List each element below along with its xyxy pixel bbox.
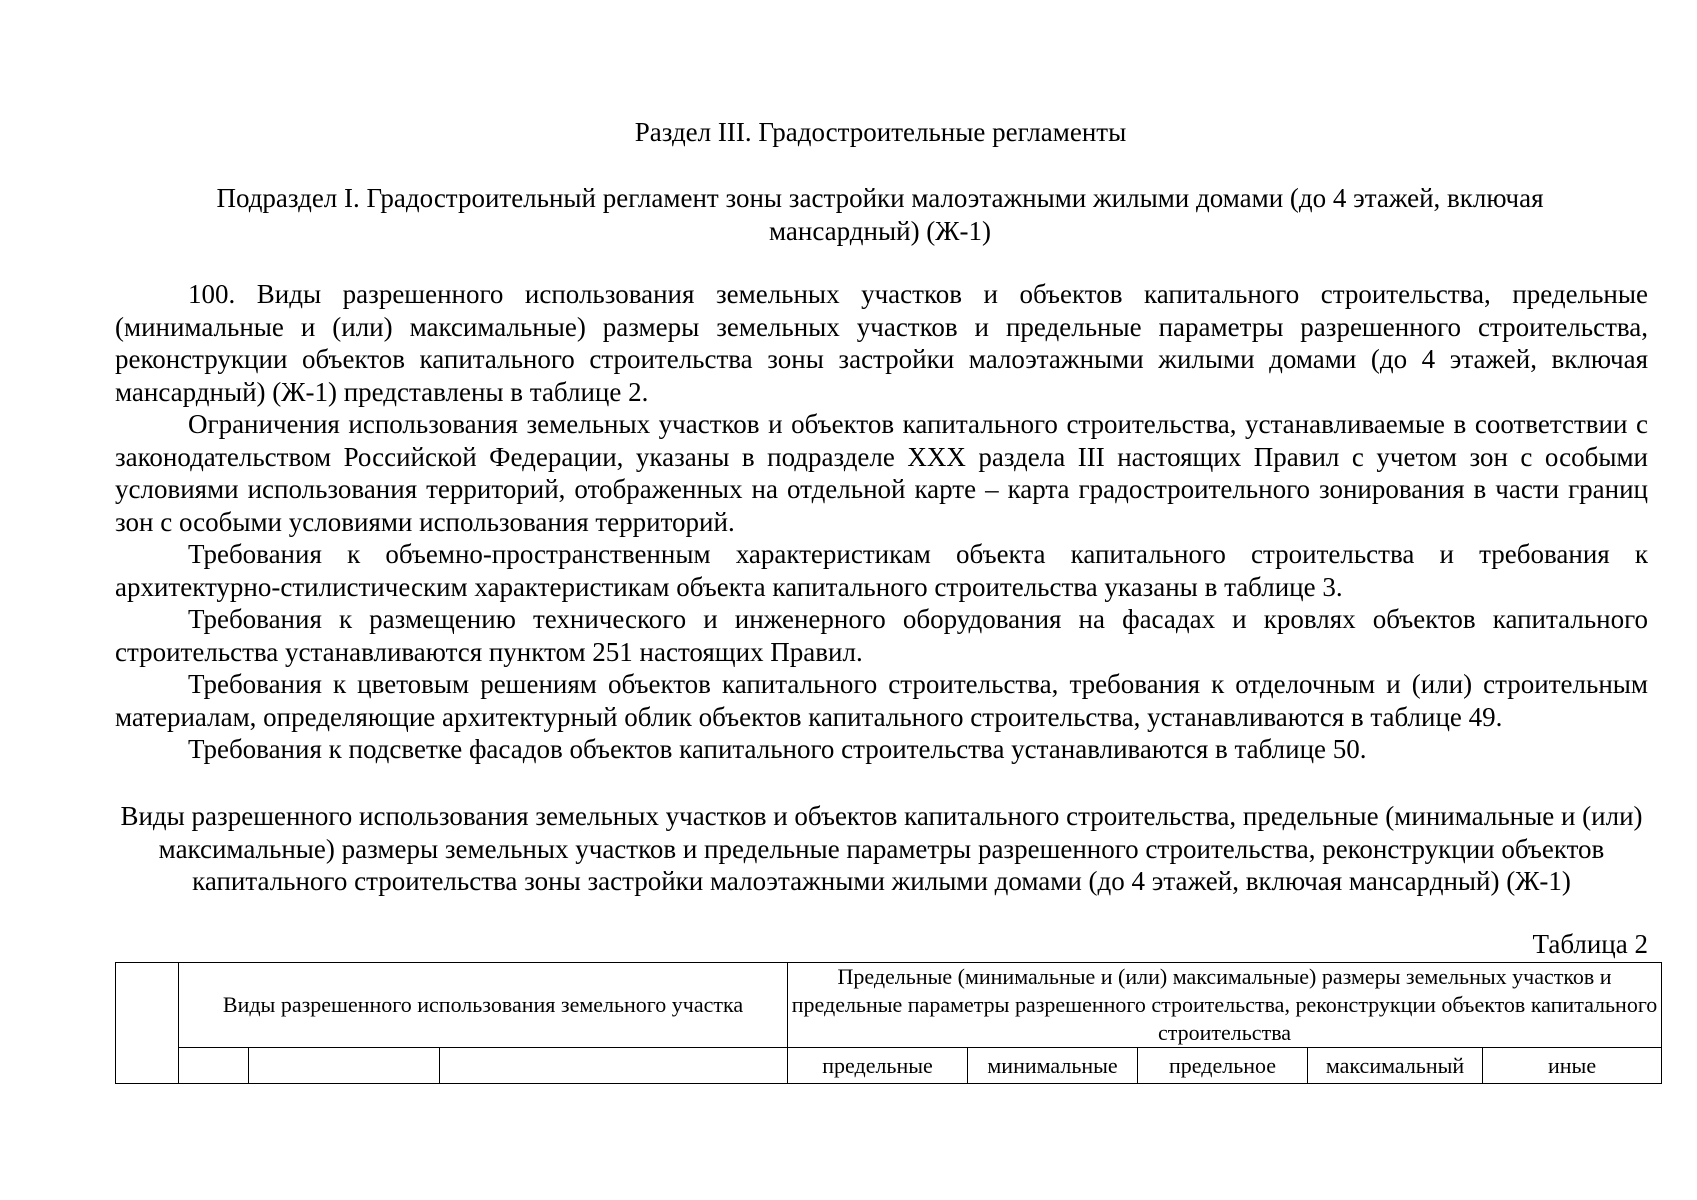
subheader-cell: иные <box>1483 1048 1662 1084</box>
subsection-title: Подраздел I. Градостроительный регламент зоны застройки малоэтажными жилыми домами (до 4 этажей, включая мансардный) (Ж-1) <box>216 183 1544 246</box>
table-subheader-row <box>116 1048 1662 1084</box>
paragraph-color-requirements: Требования к цветовым решениям объектов капитального строительства, требования к отделочным и (или) строительным материалам, определяющие архитектурный облик объектов капитального строительства, устанавливаются в таблице 49. <box>115 669 1648 732</box>
subheader-cell: предельные <box>788 1048 968 1084</box>
paragraph-restrictions: Ограничения использования земельных участков и объектов капитального строительства, устанавливаемые в соответствии с законодательством Российской Федерации, указаны в подразделе XXX раздела III настоящих Правил с учетом зон с особыми условиями использования территорий, отображенных на отдельной карте – карта градостроительного зонирования в части границ зон с особыми условиями использования территорий. <box>115 409 1648 537</box>
table-header-row <box>116 963 1662 1048</box>
subheader-empty-cell <box>249 1048 440 1084</box>
table-corner-cell <box>116 963 179 1084</box>
table-label: Таблица 2 <box>1532 929 1648 959</box>
paragraph-equipment-requirements: Требования к размещению технического и инженерного оборудования на фасадах и кровлях объектов капитального строительства устанавливаются пунктом 251 настоящих Правил. <box>115 604 1648 667</box>
subheader-cell: максимальный <box>1308 1048 1483 1084</box>
paragraph-100: 100. Виды разрешенного использования земельных участков и объектов капитального строительства, предельные (минимальные и (или) максимальные) размеры земельных участков и предельные параметры разрешенного строительства, реконструкции объектов капитального строительства зоны застройки малоэтажными жилыми домами (до 4 этажей, включая мансардный) (Ж-1) представлены в таблице 2. <box>115 279 1648 407</box>
table-heading: Виды разрешенного использования земельных участков и объектов капитального строительства, предельные (минимальные и (или) максимальные) размеры земельных участков и предельные параметры разрешенного строительства, реконструкции объектов капитального строительства зоны застройки малоэтажными жилыми домами (до 4 этажей, включая мансардный) (Ж-1) <box>120 801 1643 896</box>
subheader-empty-cell <box>179 1048 249 1084</box>
subheader-cell: минимальные <box>968 1048 1138 1084</box>
body-text <box>115 278 1648 766</box>
regulation-table-container <box>115 962 1661 1084</box>
paragraph-volume-requirements: Требования к объемно-пространственным характеристикам объекта капитального строительства и требования к архитектурно-стилистическим характеристикам объекта капитального строительства указаны в таблице 3. <box>115 539 1648 602</box>
paragraph-lighting-requirements: Требования к подсветке фасадов объектов капитального строительства устанавливаются в таблице 50. <box>188 734 1367 764</box>
subheader-cell: предельное <box>1138 1048 1308 1084</box>
header-permitted-uses: Виды разрешенного использования земельного участка <box>179 963 788 1048</box>
header-limit-parameters: Предельные (минимальные и (или) максимальные) размеры земельных участков и предельные параметры разрешенного строительства, реконструкции объектов капитального строительства <box>788 963 1662 1048</box>
regulation-table <box>115 962 1662 1084</box>
subheader-empty-cell <box>440 1048 788 1084</box>
section-title: Раздел III. Градостроительные регламенты <box>634 117 1127 147</box>
